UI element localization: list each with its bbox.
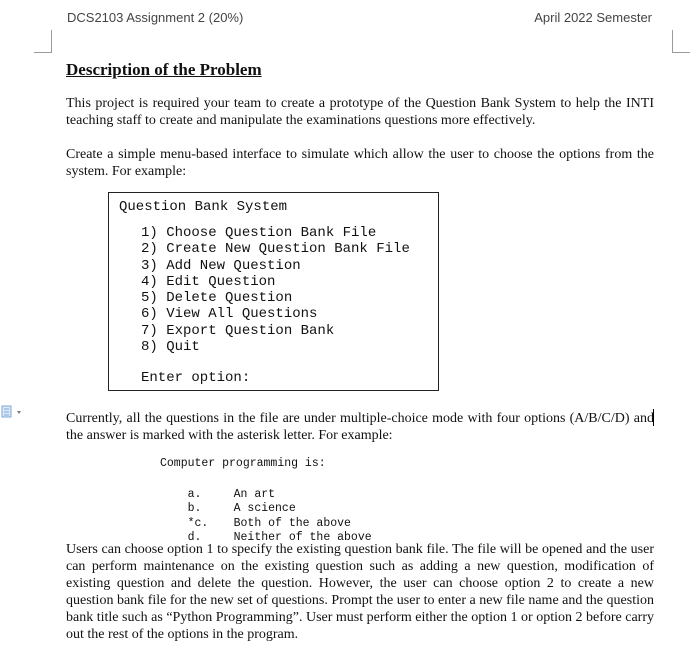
menu-option: 3) Add New Question bbox=[141, 257, 301, 274]
menu-option: 8) Quit bbox=[141, 339, 200, 356]
margin-corner-mark-right bbox=[672, 30, 690, 53]
header-semester: April 2022 Semester bbox=[534, 10, 652, 25]
example-option-row bbox=[160, 473, 372, 501]
intro-paragraph: This project is required your team to create a prototype of the Question Bank System to help the INTI teaching staff to create and manipulate the examinations questions more effectively. bbox=[66, 96, 654, 128]
menu-prompt: Enter option: bbox=[141, 370, 251, 386]
menu-option: 5) Delete Question bbox=[141, 290, 293, 307]
example-question: Computer programming is: bbox=[160, 457, 326, 470]
example-option-text: An art bbox=[233, 487, 276, 501]
menu-title: Question Bank System bbox=[119, 199, 288, 215]
header-course-code: DCS2103 Assignment 2 (20%) bbox=[67, 10, 244, 25]
question-example bbox=[160, 457, 372, 544]
menu-option: 2) Create New Question Bank File bbox=[141, 241, 410, 258]
mode-paragraph: Currently, all the questions in the file are under multiple-choice mode with four options (A/B/C/D) and the answer is marked with the asterisk letter. For example: bbox=[66, 411, 654, 443]
menu-intro-paragraph: Create a simple menu-based interface to simulate which allow the user to choose the options from the system. For example: bbox=[66, 147, 654, 179]
example-option-letter: b. bbox=[187, 502, 202, 515]
menu-option: 7) Export Question Bank bbox=[141, 322, 335, 339]
section-title: Description of the Problem bbox=[66, 60, 262, 79]
menu-option: 6) View All Questions bbox=[141, 306, 318, 323]
usage-paragraph: Users can choose option 1 to specify the existing question bank file. The file will be opened and the user can perform maintenance on the existing question such as adding a new question, modification of existing question and delete the question. However, the user can choose option 2 to create a new question bank file for the new set of questions. Prompt the user to enter a new file name and the question bank title such as “Python Programming”. User must perform either the option 1 or option 2 before carry out the rest of the options in the program. bbox=[66, 542, 654, 642]
example-option-text: A science bbox=[233, 502, 296, 515]
menu-option-list bbox=[141, 225, 410, 355]
example-option-text: Both of the above bbox=[233, 516, 351, 530]
example-option-text: Neither of the above bbox=[233, 531, 372, 544]
paragraph-options-icon[interactable] bbox=[0, 405, 30, 419]
example-option-letter: d. bbox=[187, 531, 202, 544]
example-option-letter: *c. bbox=[187, 516, 209, 530]
example-option-letter: a. bbox=[187, 487, 202, 501]
menu-option: 4) Edit Question bbox=[141, 273, 276, 290]
margin-corner-mark-left bbox=[34, 30, 52, 53]
menu-example-box bbox=[108, 192, 439, 391]
menu-option: 1) Choose Question Bank File bbox=[141, 225, 377, 241]
